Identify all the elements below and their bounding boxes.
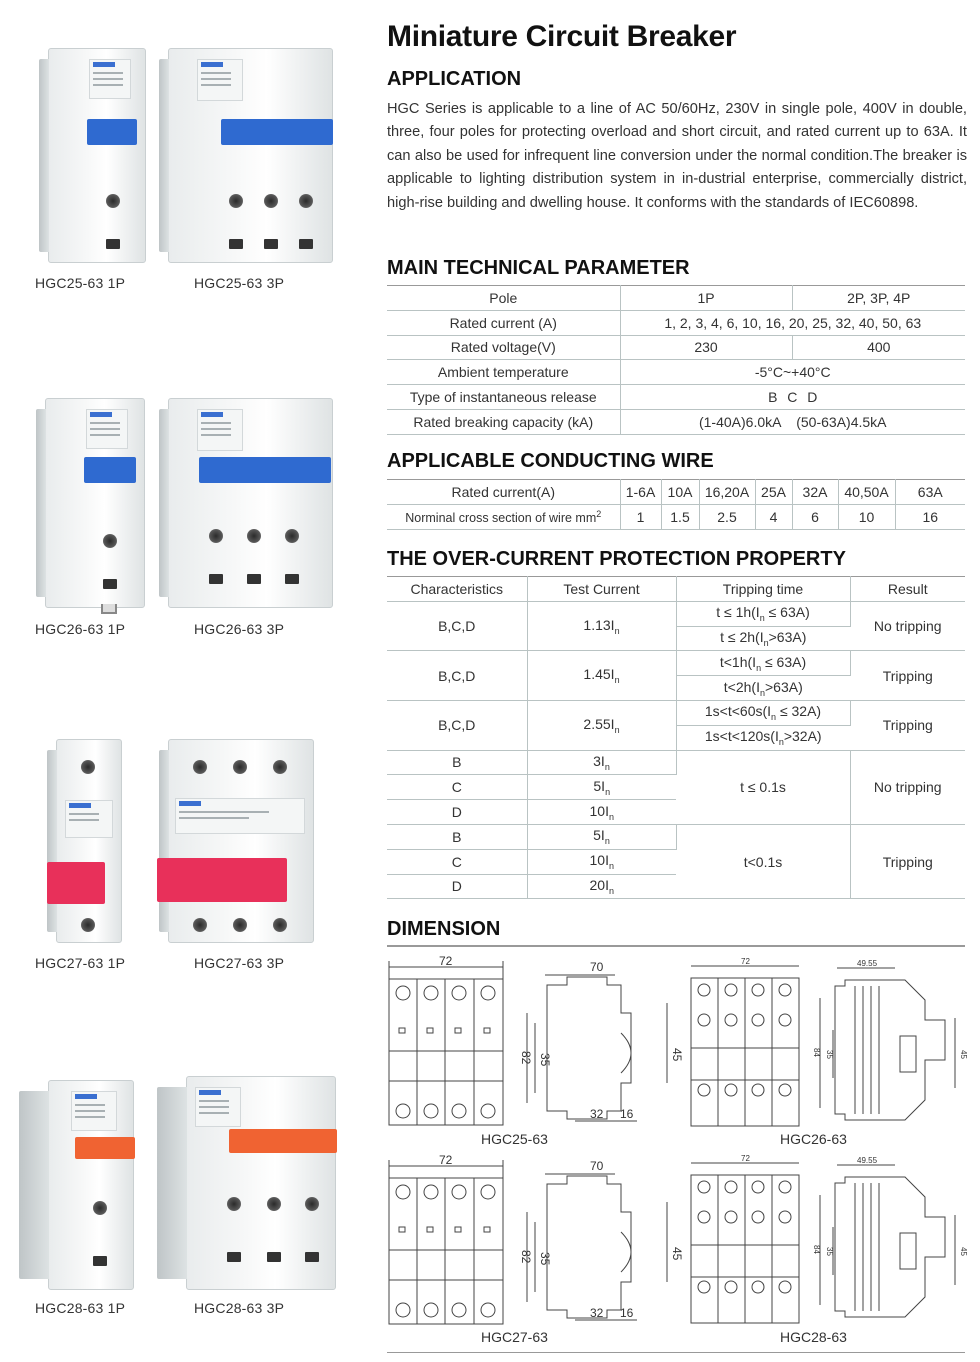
param-label: Rated current (A) [387, 310, 620, 335]
toggle-switch [87, 119, 137, 145]
dim-45: 45 [670, 1048, 684, 1062]
table-row [387, 360, 965, 385]
drawing-caption: HGC28-63 [780, 1329, 847, 1345]
param-label: Pole [387, 286, 620, 311]
characteristic: B,C,D [387, 601, 527, 651]
param-label: Rated voltage(V) [387, 335, 620, 360]
column-header: Characteristics [387, 577, 527, 602]
application-text: HGC Series is applicable to a line of AC 50/60Hz, 230V in single pole, 400V in double, three, four poles for protecting overload and short circuit, and rated current up to 63A. It can also be used for infrequent line conversion under the normal condition.The breaker is applicable to lighting distribution system in in-dustrial enterprise, commercially district, high-rise building and dwelling house. It conforms with the standards of IEC60898. [387, 101, 967, 211]
test-current: $5I_n$ [527, 775, 676, 800]
breaker-image [48, 48, 146, 263]
param-value: 1, 2, 3, 4, 6, 10, 16, 20, 25, 32, 40, 50, 63 [620, 310, 965, 335]
tripping-time: $t \le 2h(I_n>63A)$ [676, 626, 850, 651]
table-row [387, 504, 965, 529]
breaker-image [56, 739, 122, 943]
param-value: 400 [792, 335, 965, 360]
dim-45: 45 [959, 1247, 968, 1256]
dimension-drawing-hgc27 [385, 1152, 684, 1330]
dim-32: 32 [590, 1107, 604, 1121]
product-caption: HGC25-63 1P [35, 275, 126, 291]
dim-35: 35 [538, 1053, 552, 1067]
characteristic: C [387, 849, 527, 874]
characteristic: B [387, 750, 527, 775]
dim-82: 82 [519, 1250, 533, 1264]
dimension-heading: DIMENSION [387, 918, 501, 940]
breaker-image [186, 1076, 336, 1290]
dim-front-width: 72 [439, 1153, 453, 1167]
product-hgc25-3p [148, 40, 348, 270]
breaker-image [45, 398, 145, 608]
wire-current: 1-6A [620, 480, 661, 505]
wire-section: 2.5 [699, 504, 755, 529]
main-parameter-table [387, 285, 965, 435]
dim-front-width: 72 [439, 954, 453, 968]
wire-current: 10A [661, 480, 699, 505]
table-row [387, 409, 965, 434]
table-header-row [387, 577, 965, 602]
characteristic: D [387, 874, 527, 899]
product-caption: HGC28-63 1P [35, 1300, 126, 1316]
param-value: B C D [620, 385, 965, 410]
product-caption: HGC27-63 3P [194, 955, 285, 971]
tripping-time: $t \le 1h(I_n \le 63A)$ [676, 601, 850, 626]
product-hgc26-3p [148, 392, 348, 617]
table-row [387, 651, 965, 676]
dim-45: 45 [670, 1247, 684, 1261]
dim-84: 84 [812, 1245, 821, 1254]
dim-16: 16 [620, 1306, 634, 1320]
product-hgc28-1p [8, 1072, 143, 1297]
wire-heading: APPLICABLE CONDUCTING WIRE [387, 450, 714, 472]
overcurrent-table [387, 576, 965, 899]
drawing-svg [385, 1152, 684, 1330]
characteristic: D [387, 800, 527, 825]
tripping-time: $t<1h(I_n \le 63A)$ [676, 651, 850, 676]
tripping-time: $1s<t<60s(I_n \le 32A)$ [676, 700, 850, 725]
dim-front-width: 72 [741, 1154, 750, 1163]
product-hgc25-1p [20, 40, 140, 270]
test-current: $10I_n$ [527, 849, 676, 874]
product-caption: HGC26-63 1P [35, 621, 126, 637]
wire-section: 10 [838, 504, 895, 529]
table-row [387, 601, 965, 626]
wire-current: 40,50A [838, 480, 895, 505]
tripping-time: t<0.1s [676, 824, 850, 898]
dim-side-width: 70 [590, 1159, 604, 1173]
dim-16: 16 [620, 1107, 634, 1121]
param-value: -5°C~+40°C [620, 360, 965, 385]
overcurrent-heading: THE OVER-CURRENT PROTECTION PROPERTY [387, 548, 846, 570]
product-hgc28-3p [148, 1068, 348, 1297]
wire-label: Norminal cross section of wire $mm^2$ [387, 504, 620, 529]
dim-side-width: 49.55 [857, 959, 878, 968]
main-parameter-heading: MAIN TECHNICAL PARAMETER [387, 257, 690, 279]
table-row [387, 286, 965, 311]
dim-35: 35 [538, 1252, 552, 1266]
result: Tripping [850, 651, 965, 701]
dimension-drawing-hgc28 [685, 1155, 970, 1330]
table-row [387, 700, 965, 725]
result: Tripping [850, 824, 965, 898]
wire-section: 1.5 [661, 504, 699, 529]
drawing-svg [685, 958, 970, 1133]
param-value: (1-40A)6.0kA (50-63A)4.5kA [620, 409, 965, 434]
divider [387, 945, 965, 947]
product-caption: HGC25-63 3P [194, 275, 285, 291]
table-row [387, 480, 965, 505]
characteristic: B,C,D [387, 651, 527, 701]
wire-section: 4 [755, 504, 792, 529]
test-current: $1.13I_n$ [527, 601, 676, 651]
column-header: Test Current [527, 577, 676, 602]
page-title: Miniature Circuit Breaker [387, 20, 737, 53]
param-label: Rated breaking capacity (kA) [387, 409, 620, 434]
product-hgc27-1p [20, 735, 140, 950]
tripping-time: $1s<t<120s(I_n>32A)$ [676, 725, 850, 750]
result: No tripping [850, 601, 965, 651]
drawing-caption: HGC26-63 [780, 1131, 847, 1147]
application-heading: APPLICATION [387, 68, 522, 90]
param-label: Type of instantaneous release [387, 385, 620, 410]
wire-current: 16,20A [699, 480, 755, 505]
characteristic: B,C,D [387, 700, 527, 750]
tripping-time: t ≤ 0.1s [676, 750, 850, 824]
table-row [387, 335, 965, 360]
dim-84: 84 [812, 1048, 821, 1057]
test-current: $10I_n$ [527, 800, 676, 825]
wire-section: 1 [620, 504, 661, 529]
product-hgc26-1p [20, 392, 140, 617]
wire-current: 63A [895, 480, 965, 505]
wire-table [387, 479, 965, 530]
characteristic: B [387, 824, 527, 849]
table-row [387, 385, 965, 410]
param-label: Ambient temperature [387, 360, 620, 385]
param-value: 1P [620, 286, 792, 311]
drawing-svg [385, 953, 684, 1133]
drawing-caption: HGC27-63 [481, 1329, 548, 1345]
dim-side-width: 70 [590, 960, 604, 974]
product-caption: HGC27-63 1P [35, 955, 126, 971]
param-value: 2P, 3P, 4P [792, 286, 965, 311]
table-row [387, 824, 965, 849]
wire-current: 25A [755, 480, 792, 505]
wire-section: 16 [895, 504, 965, 529]
breaker-image [48, 1080, 134, 1290]
wire-current: 32A [792, 480, 838, 505]
column-header: Result [850, 577, 965, 602]
test-current: $3I_n$ [527, 750, 676, 775]
dimension-drawing-hgc25 [385, 953, 684, 1133]
dim-side-width: 49.55 [857, 1156, 878, 1165]
product-hgc27-3p [148, 735, 348, 950]
product-caption: HGC28-63 3P [194, 1300, 285, 1316]
dimension-drawing-hgc26 [685, 958, 970, 1133]
test-current: $5I_n$ [527, 824, 676, 849]
table-row [387, 310, 965, 335]
dim-45: 45 [959, 1050, 968, 1059]
wire-label: Rated current(A) [387, 480, 620, 505]
test-current: $20I_n$ [527, 874, 676, 899]
wire-section: 6 [792, 504, 838, 529]
breaker-image [168, 739, 314, 943]
breaker-image [168, 48, 333, 263]
tripping-time: $t<2h(I_n>63A)$ [676, 676, 850, 701]
dim-32: 32 [590, 1306, 604, 1320]
result: No tripping [850, 750, 965, 824]
drawing-svg [685, 1155, 970, 1330]
test-current: $1.45I_n$ [527, 651, 676, 701]
characteristic: C [387, 775, 527, 800]
dim-front-width: 72 [741, 957, 750, 966]
result: Tripping [850, 700, 965, 750]
dim-35: 35 [825, 1050, 834, 1059]
dim-82: 82 [519, 1051, 533, 1065]
table-row [387, 750, 965, 775]
param-value: 230 [620, 335, 792, 360]
drawing-caption: HGC25-63 [481, 1131, 548, 1147]
divider [387, 1352, 965, 1353]
test-current: $2.55I_n$ [527, 700, 676, 750]
product-caption: HGC26-63 3P [194, 621, 285, 637]
breaker-image [168, 398, 333, 608]
column-header: Tripping time [676, 577, 850, 602]
dim-35: 35 [825, 1247, 834, 1256]
